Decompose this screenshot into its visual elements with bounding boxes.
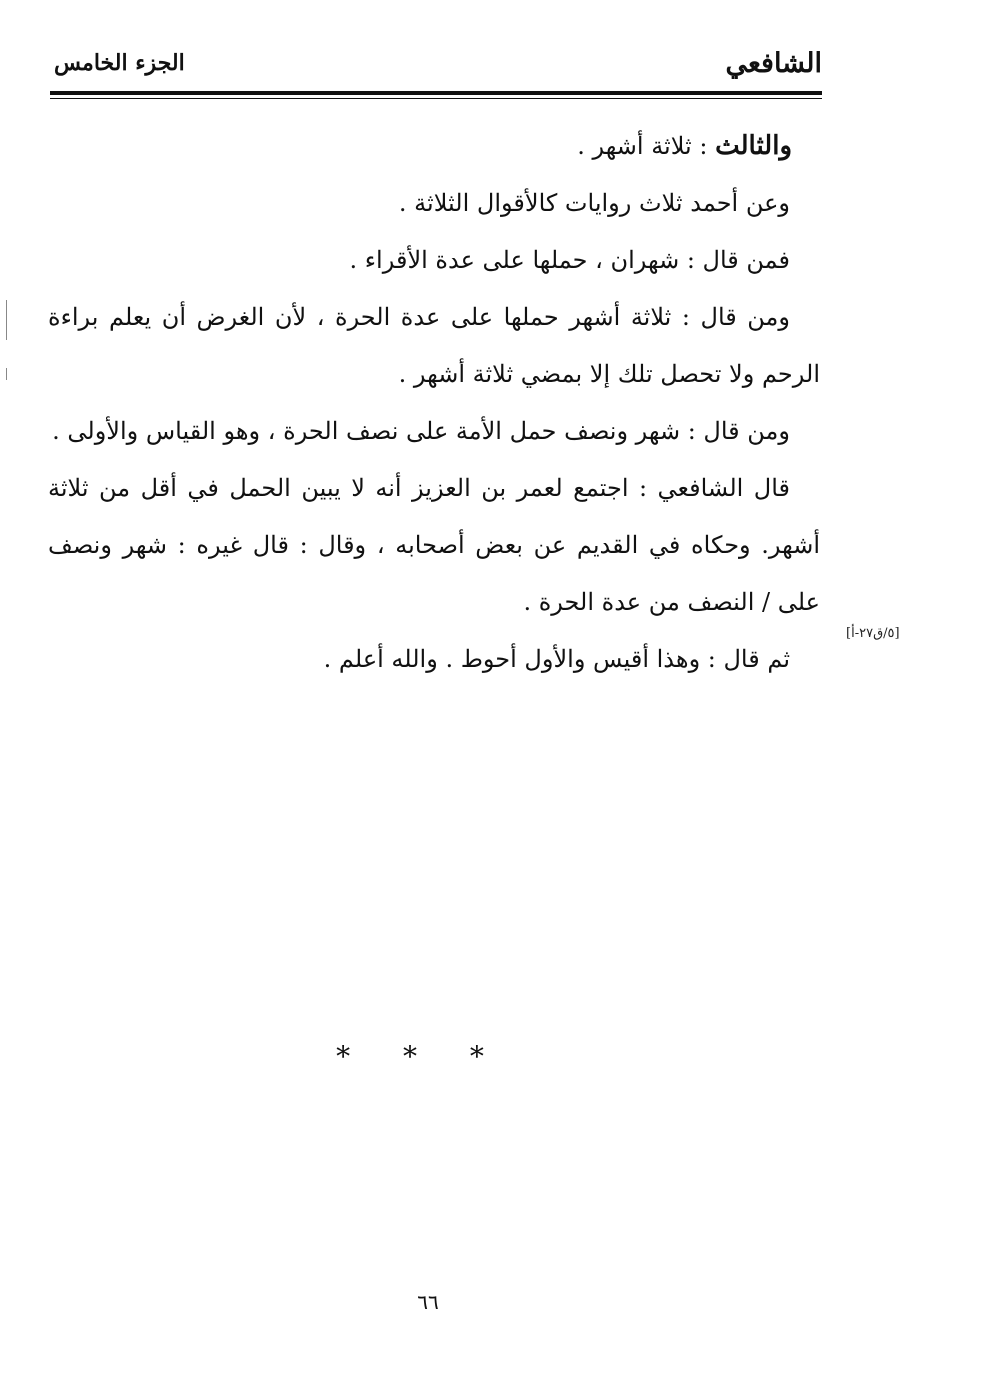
paragraph: وعن أحمد ثلاث روايات كالأقوال الثلاثة . <box>398 189 790 217</box>
volume-label: الجزء الخامس <box>54 50 185 76</box>
header-rule-thin <box>50 98 822 99</box>
paragraph: قال الشافعي : اجتمع لعمر بن العزيز أنه لا يبين الحمل في أقل من ثلاثة أشهر. وحكاه في القديم عن بعض أصحابه ، وقال : قال غيره : شهر ونصف على / النصف من عدة الحرة . <box>48 474 820 616</box>
main-text <box>48 118 820 688</box>
section-separator: * * * <box>336 1040 506 1073</box>
book-title: الشافعي <box>725 48 822 79</box>
header-rule-thick <box>50 91 822 95</box>
page-number: ٦٦ <box>417 1290 439 1314</box>
scan-edge-mark <box>6 368 7 380</box>
keyword: والثالث <box>715 131 792 161</box>
paragraph: ثم قال : وهذا أقيس والأول أحوط . والله أعلم . <box>323 645 790 673</box>
paragraph <box>48 118 820 175</box>
paragraph: ومن قال : ثلاثة أشهر حملها على عدة الحرة ، لأن الغرض أن يعلم براءة الرحم ولا تحصل تلك إلا بمضي ثلاثة أشهر . <box>48 303 820 388</box>
paragraph: ومن قال : شهر ونصف حمل الأمة على نصف الحرة ، وهو القياس والأولى . <box>52 417 790 445</box>
scan-edge-mark <box>6 300 7 340</box>
manuscript-folio-note: [٥/ق٢٧-أ] <box>846 626 900 641</box>
paragraph: فمن قال : شهران ، حملها على عدة الأقراء . <box>349 246 790 274</box>
paragraph-text: : ثلاثة أشهر . <box>577 132 716 160</box>
